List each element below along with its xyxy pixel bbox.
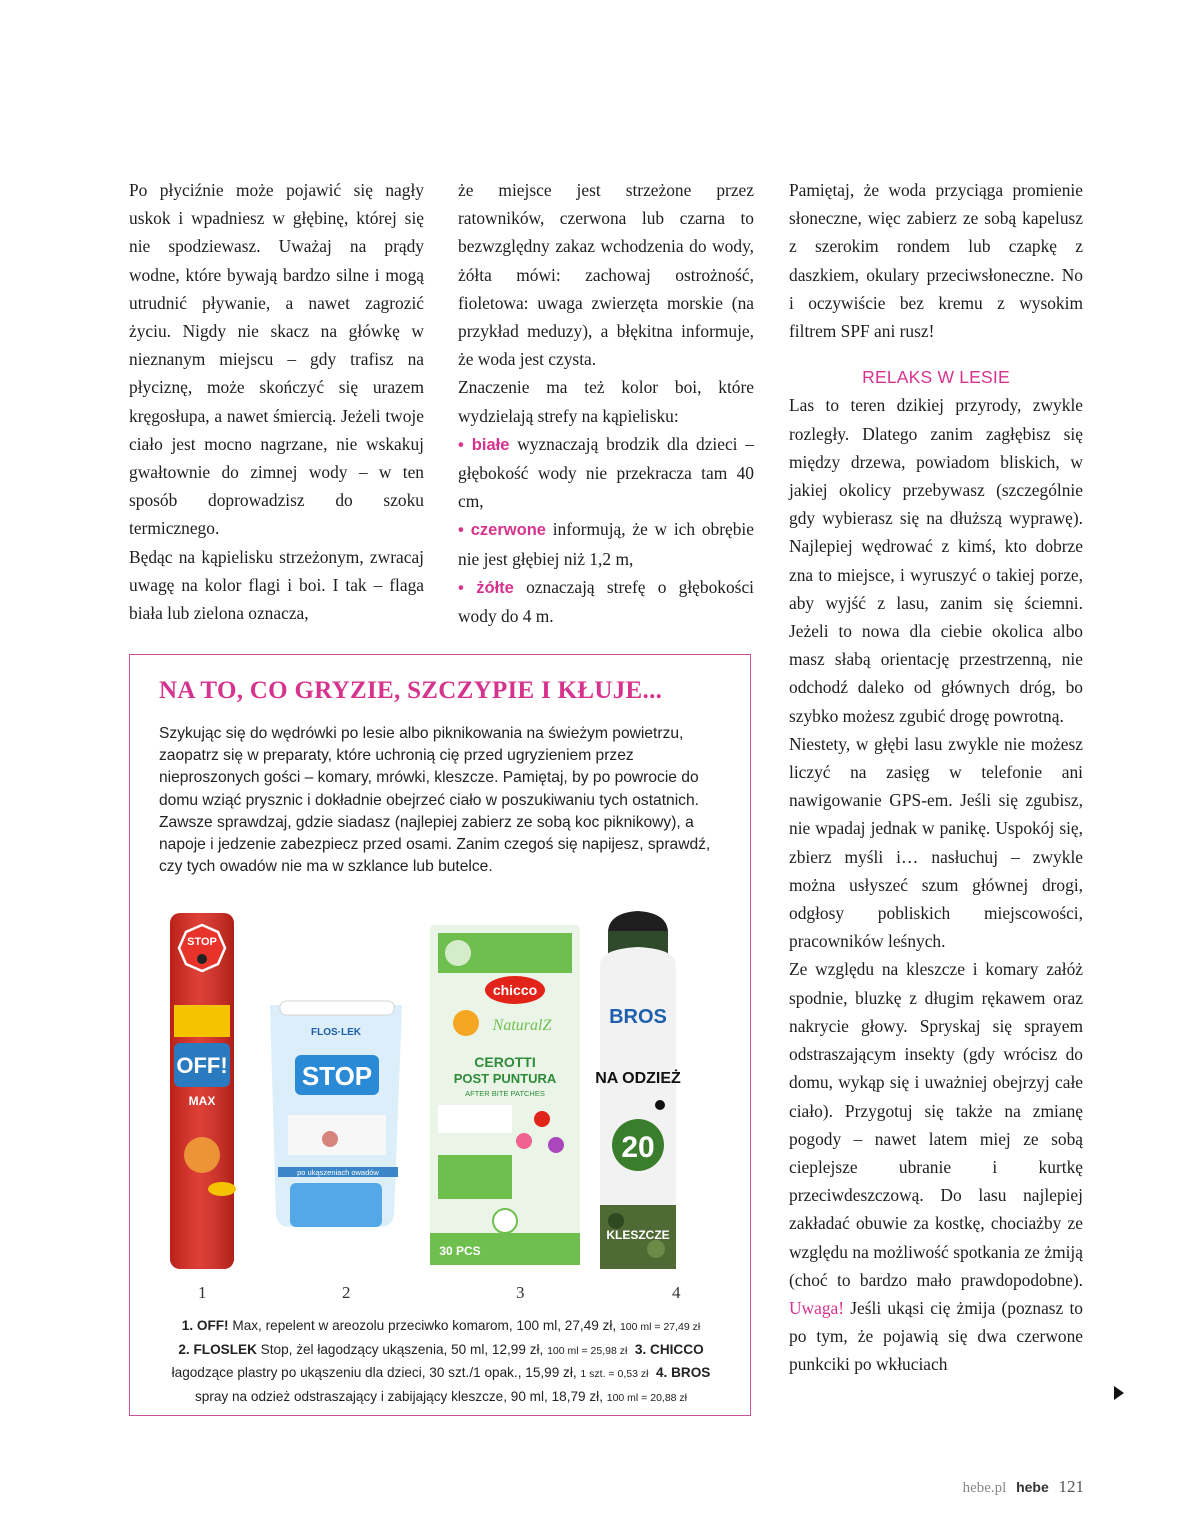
paragraph-text: Jeśli ukąsi cię żmija (poznasz to po tym, że pojawią się dwa czerwone punkciki po wkłuciach: [789, 1297, 1083, 1375]
caption-brand: 2. FLOSLEK: [178, 1341, 257, 1357]
product-off-can: [170, 913, 236, 1269]
product-number: 1: [198, 1283, 207, 1302]
product-line: NaturalZ: [492, 1017, 552, 1034]
caption-brand: 3. CHICCO: [634, 1341, 704, 1357]
caption-unit-price: 100 ml = 27,49 zł: [619, 1321, 701, 1333]
product-captions: [144, 1315, 738, 1409]
bullet-text: oznaczają strefę o głębokości wody do 4 m.: [458, 576, 754, 627]
paragraph: Po płyciźnie może pojawić się nagły uskok i wpadniesz w głębinę, której się nie spodziewasz. Uważaj na prądy wodne, które bywają bardzo silne i mogą utrudnić pływanie, a nawet zagrozić życiu. Nigdy nie skacz na główkę w nieznanym miejscu – gdy trafisz na płyciznę, może skończyć się urazem kręgosłupa, a nawet śmiercią. Jeżeli twoje ciało jest mocno nagrzane, nie wskakuj gwałtownie do zimnej wody – w ten sposób doprowadzisz do szoku termicznego.: [129, 180, 424, 539]
caption-unit-price: 1 szt. = 0,53 zł: [580, 1368, 649, 1381]
product-images: [130, 905, 752, 1285]
paragraph: Pamiętaj, że woda przyciąga promienie słoneczne, więc zabierz ze sobą kapelusz z szerokim rondem lub czapkę z daszkiem, okulary przeciwsłoneczne. No i oczywiście bez kremu z wysokim filtrem SPF ani rusz!: [789, 180, 1083, 342]
product-box: [129, 654, 751, 1416]
footer-site: hebe.pl: [962, 1480, 1007, 1496]
product-name: CEROTTI: [474, 1054, 536, 1070]
warning-highlight: Uwaga!: [789, 1297, 845, 1318]
section-title: RELAKS W LESIE: [862, 367, 1010, 388]
article-column-2: [458, 176, 754, 630]
continue-arrow-icon: [1114, 1386, 1124, 1400]
product-chicco-box: [430, 925, 580, 1265]
product-brand: BROS: [609, 1006, 667, 1028]
caption-text: Max, repelent w areozolu przeciwko komarom, 100 ml, 27,49 zł,: [228, 1318, 620, 1333]
article-column-1: [129, 176, 424, 627]
product-bros-can: [595, 911, 681, 1269]
product-sub: AFTER BITE PATCHES: [465, 1089, 545, 1098]
article-column-3: [789, 176, 1083, 1379]
product-brand: chicco: [492, 982, 538, 998]
product-badge: 20: [621, 1131, 655, 1164]
product-name: NA ODZIEŻ: [595, 1070, 681, 1087]
box-intro: Szykując się do wędrówki po lesie albo piknikowania na świeżym powietrzu, zaopatrz się w preparaty, które uchronią cię przed ugryzieniem przez nieproszonych gości – komary, mrówki, kleszcze. Pamiętaj, by po powrocie do domu wziąć prysznic i dokładnie obejrzeć ciało w poszukiwaniu tych ostatnich. Zawsze sprawdzaj, gdzie siadasz (najlepiej zabierz ze sobą koc piknikowy), a napoje i jedzenie zabezpiecz przed osami. Zanim czegoś się napijesz, sprawdź, czy tych owadów nie ma w szklance lub butelce.: [159, 725, 711, 876]
paragraph: Znaczenie ma też kolor boi, które wydzielają strefy na kąpielisku:: [458, 377, 754, 426]
bullet-text: informują, że w ich obrębie nie jest głębiej niż 1,2 m,: [458, 519, 754, 569]
product-label: STOP: [187, 936, 217, 948]
bullet-item: [458, 515, 754, 572]
caption-text: Stop, żel łagodzący ukąszenia, 50 ml, 12,99 zł,: [256, 1341, 548, 1357]
caption-unit-price: 100 ml = 20,88 zł: [606, 1391, 688, 1404]
product-floslek-tube: [270, 1001, 402, 1227]
product-number: 4: [672, 1283, 681, 1302]
bullet-label: • białe: [458, 435, 510, 454]
bullet-item: [458, 573, 754, 630]
caption-unit-price: 100 ml = 25,98 zł: [547, 1344, 628, 1357]
product-brand: FLOS·LEK: [311, 1027, 361, 1038]
page-footer: [963, 1477, 1084, 1497]
product-name: POST PUNTURA: [453, 1071, 557, 1086]
caption-text: spray na odzież odstraszający i zabijający kleszcze, 90 ml, 18,79 zł,: [194, 1388, 607, 1404]
paragraph: że miejsce jest strzeżone przez ratowników, czerwona lub czarna to bezwzględny zakaz wchodzenia do wody, żółta mówi: zachowaj ostrożność, fioletowa: uwaga zwierzęta morskie (na przykład meduzy), a błękitna informuje, że woda jest czysta.: [458, 180, 754, 370]
product-bottom: KLESZCZE: [606, 1228, 670, 1242]
box-title: NA TO, CO GRYZIE, SZCZYPIE I KŁUJE...: [159, 677, 663, 704]
bullet-item: [458, 430, 754, 516]
product-brand: OFF!: [176, 1053, 228, 1078]
footer-brand-logo: hebe: [1016, 1479, 1049, 1495]
product-number: 2: [342, 1283, 351, 1302]
product-count: 30 PCS: [439, 1244, 481, 1258]
product-sub: MAX: [188, 1094, 216, 1108]
paragraph: [789, 955, 1083, 1378]
caption-brand: 4. BROS: [655, 1365, 711, 1381]
bullet-label: • żółte: [458, 578, 514, 597]
caption-brand: 1. OFF!: [181, 1318, 229, 1333]
paragraph-text: Ze względu na kleszcze i komary załóż spodnie, bluzkę z długim rękawem oraz nakrycie głowy. Spryskaj się sprayem odstraszającym insekty (gdy wrócisz do domu, wykąp się i uważniej obejrzyj całe ciało). Przygotuj się także na zmianę pogody – nawet latem miej ze sobą cieplejsze ubranie i kurtkę przeciwdeszczową. Do lasu najlepiej zakładać obuwie za kostkę, chociażby ze względu na możliwość spotkania ze żmiją (choć to bardzo mało prawdopodobne).: [789, 959, 1083, 1290]
page-number: 121: [1058, 1477, 1084, 1496]
product-number: 3: [516, 1283, 525, 1302]
paragraph: Będąc na kąpielisku strzeżonym, zwracaj uwagę na kolor flagi i boi. I tak – flaga biała lub zielona oznacza,: [129, 546, 424, 624]
product-name: STOP: [301, 1061, 373, 1091]
bullet-text: wyznaczają brodzik dla dzieci – głębokość wody nie przekracza tam 40 cm,: [458, 433, 754, 512]
product-strip: po ukąszeniach owadów: [297, 1168, 379, 1177]
caption-text: łagodzące plastry po ukąszeniu dla dzieci, 30 szt./1 opak., 15,99 zł,: [171, 1365, 581, 1381]
paragraph: Las to teren dzikiej przyrody, zwykle rozległy. Dlatego zanim zagłębisz się między drzewa, powiadom bliskich, w jakiej okolicy przebywasz (szczególnie gdy wybierasz się na dłuższą wyprawę). Najlepiej wędrować z kimś, kto dobrze zna to miejsce, i wyruszyć o takiej porze, aby wyjść z lasu, zanim się ściemni. Jeżeli to nowa dla ciebie okolica albo masz słabą orientację przestrzenną, nie odchodź daleko od głównych dróg, bo szybko możesz zgubić drogę powrotną.: [789, 395, 1083, 726]
bullet-label: • czerwone: [458, 521, 546, 540]
paragraph: Niestety, w głębi lasu zwykle nie możesz liczyć na zasięg w telefonie ani nawigowanie GPS-em. Jeśli się zgubisz, nie wpadaj jednak w panikę. Uspokój się, zbierz myśli i… nasłuchuj – zwykle można usłyszeć szum głównej drogi, odgłosy pobliskich miejscowości, pracowników leśnych.: [789, 733, 1083, 952]
